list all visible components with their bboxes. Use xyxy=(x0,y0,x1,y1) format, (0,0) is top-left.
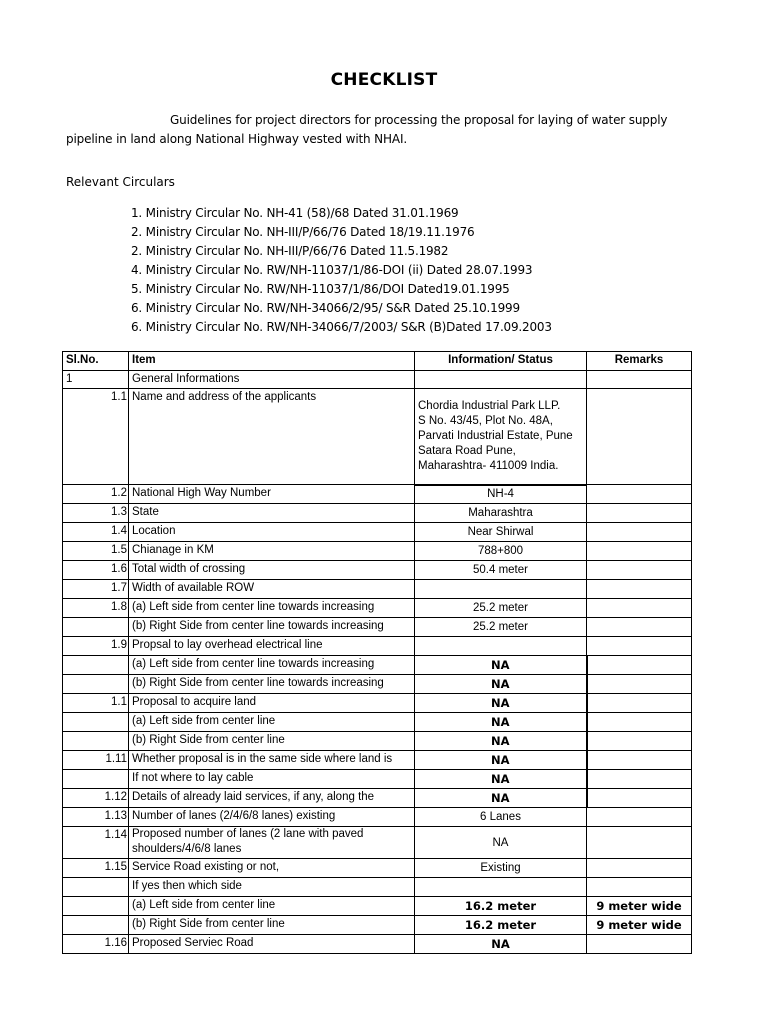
header-remarks: Remarks xyxy=(587,352,692,371)
row-item: (b) Right Side from center line xyxy=(129,916,415,935)
page-title: CHECKLIST xyxy=(330,70,438,90)
row-slno xyxy=(63,618,129,637)
row-item: Location xyxy=(129,523,415,542)
row-item: General Informations xyxy=(129,371,415,389)
circular-item: 2. Ministry Circular No. NH-III/P/66/76 Dated 11.5.1982 xyxy=(131,244,449,258)
row-item: Proposal to acquire land xyxy=(129,694,415,713)
row-item: Whether proposal is in the same side where land is xyxy=(129,751,415,770)
address-line: Chordia Industrial Park LLP. xyxy=(418,399,561,412)
circular-item: 4. Ministry Circular No. RW/NH-11037/1/86-DOI (ii) Dated 28.07.1993 xyxy=(131,263,533,277)
row-item: Chianage in KM xyxy=(129,542,415,561)
address-line: S No. 43/45, Plot No. 48A, xyxy=(418,414,553,427)
row-info: 50.4 meter xyxy=(415,561,587,580)
row-remarks xyxy=(587,389,692,485)
table-row xyxy=(63,827,692,859)
row-remarks xyxy=(587,599,692,618)
row-slno: 1.12 xyxy=(63,789,129,808)
table-header-row xyxy=(63,352,692,371)
table-row xyxy=(63,371,692,389)
row-info: NA xyxy=(415,656,587,675)
row-info: 25.2 meter xyxy=(415,599,587,618)
guidelines-line-1: Guidelines for project directors for processing the proposal for laying of water supply xyxy=(170,113,668,127)
row-item: (a) Left side from center line xyxy=(129,713,415,732)
table-row xyxy=(63,637,692,656)
row-remarks: 9 meter wide xyxy=(587,897,692,916)
row-slno: 1.2 xyxy=(63,485,129,504)
row-slno: 1.1 xyxy=(63,694,129,713)
table-row xyxy=(63,599,692,618)
row-item: (b) Right Side from center line towards increasing xyxy=(129,675,415,694)
row-slno: 1.13 xyxy=(63,808,129,827)
row-remarks xyxy=(587,770,692,789)
table-row xyxy=(63,694,692,713)
address-line: Satara Road Pune, xyxy=(418,444,516,457)
row-info: NA xyxy=(415,935,587,954)
table-row xyxy=(63,878,692,897)
row-remarks xyxy=(587,675,692,694)
circular-item: 6. Ministry Circular No. RW/NH-34066/7/2003/ S&R (B)Dated 17.09.2003 xyxy=(131,320,552,334)
row-item: Proposed number of lanes (2 lane with paved shoulders/4/6/8 lanes xyxy=(129,827,415,859)
circular-item: 2. Ministry Circular No. NH-III/P/66/76 Dated 18/19.11.1976 xyxy=(131,225,475,239)
table-row xyxy=(63,897,692,916)
row-item: (a) Left side from center line xyxy=(129,897,415,916)
row-slno: 1.14 xyxy=(63,827,129,859)
row-item: Proposed Serviec Road xyxy=(129,935,415,954)
checklist-table xyxy=(62,351,692,954)
row-slno: 1 xyxy=(63,371,129,389)
row-remarks xyxy=(587,371,692,389)
row-info xyxy=(415,371,587,389)
row-remarks xyxy=(587,935,692,954)
row-info: NA xyxy=(415,675,587,694)
header-item: Item xyxy=(129,352,415,371)
row-remarks xyxy=(587,713,692,732)
circular-item: 6. Ministry Circular No. RW/NH-34066/2/95/ S&R Dated 25.10.1999 xyxy=(131,301,520,315)
row-info: 25.2 meter xyxy=(415,618,587,637)
row-info: Maharashtra xyxy=(415,504,587,523)
row-info: 788+800 xyxy=(415,542,587,561)
row-slno: 1.6 xyxy=(63,561,129,580)
table-row xyxy=(63,751,692,770)
row-slno xyxy=(63,770,129,789)
table-row xyxy=(63,580,692,599)
row-remarks xyxy=(587,618,692,637)
row-slno xyxy=(63,656,129,675)
circular-item: 5. Ministry Circular No. RW/NH-11037/1/86/DOI Dated19.01.1995 xyxy=(131,282,510,296)
row-item: Number of lanes (2/4/6/8 lanes) existing xyxy=(129,808,415,827)
row-slno: 1.9 xyxy=(63,637,129,656)
row-slno: 1.11 xyxy=(63,751,129,770)
row-slno xyxy=(63,675,129,694)
row-slno: 1.4 xyxy=(63,523,129,542)
table-row xyxy=(63,504,692,523)
row-info: NA xyxy=(415,751,587,770)
row-remarks xyxy=(587,751,692,770)
row-item: National High Way Number xyxy=(129,485,415,504)
row-remarks xyxy=(587,561,692,580)
row-remarks xyxy=(587,808,692,827)
row-slno: 1.5 xyxy=(63,542,129,561)
row-remarks xyxy=(587,694,692,713)
row-item: Total width of crossing xyxy=(129,561,415,580)
row-slno: 1.1 xyxy=(63,389,129,485)
table-row xyxy=(63,561,692,580)
circulars-list xyxy=(131,204,552,337)
row-remarks xyxy=(587,859,692,878)
header-info-status: Information/ Status xyxy=(415,352,587,371)
row-slno: 1.3 xyxy=(63,504,129,523)
row-item: Name and address of the applicants xyxy=(129,389,415,485)
table-row xyxy=(63,656,692,675)
table-row xyxy=(63,789,692,808)
row-remarks xyxy=(587,827,692,859)
row-info: Existing xyxy=(415,859,587,878)
row-item: (a) Left side from center line towards increasing xyxy=(129,656,415,675)
row-item: If not where to lay cable xyxy=(129,770,415,789)
row-remarks xyxy=(587,732,692,751)
table-row xyxy=(63,542,692,561)
table-row xyxy=(63,485,692,504)
row-slno: 1.16 xyxy=(63,935,129,954)
table-row xyxy=(63,389,692,485)
row-remarks xyxy=(587,637,692,656)
row-remarks xyxy=(587,504,692,523)
row-item: (b) Right Side from center line towards increasing xyxy=(129,618,415,637)
row-info xyxy=(415,637,587,656)
row-remarks xyxy=(587,789,692,808)
row-remarks xyxy=(587,878,692,897)
table-row xyxy=(63,675,692,694)
row-info: NA xyxy=(415,827,587,859)
address-line: Parvati Industrial Estate, Pune xyxy=(418,429,573,442)
table-row xyxy=(63,916,692,935)
row-info: NA xyxy=(415,789,587,808)
table-row xyxy=(63,523,692,542)
row-remarks xyxy=(587,523,692,542)
row-remarks: 9 meter wide xyxy=(587,916,692,935)
row-info: NA xyxy=(415,694,587,713)
row-remarks xyxy=(587,485,692,504)
row-info: 6 Lanes xyxy=(415,808,587,827)
row-remarks xyxy=(587,656,692,675)
guidelines-line-2: pipeline in land along National Highway vested with NHAI. xyxy=(66,132,407,146)
applicant-address xyxy=(415,389,587,485)
row-info xyxy=(415,878,587,897)
row-slno xyxy=(63,878,129,897)
row-remarks xyxy=(587,580,692,599)
row-item: Propsal to lay overhead electrical line xyxy=(129,637,415,656)
header-slno: Sl.No. xyxy=(63,352,129,371)
row-info: NA xyxy=(415,713,587,732)
table-row xyxy=(63,713,692,732)
row-info: NH-4 xyxy=(415,485,587,504)
row-info: Near Shirwal xyxy=(415,523,587,542)
row-slno xyxy=(63,916,129,935)
row-item: State xyxy=(129,504,415,523)
row-item: (a) Left side from center line towards increasing xyxy=(129,599,415,618)
table-row xyxy=(63,618,692,637)
row-item: Service Road existing or not, xyxy=(129,859,415,878)
row-item: If yes then which side xyxy=(129,878,415,897)
row-slno: 1.8 xyxy=(63,599,129,618)
row-item: Details of already laid services, if any, along the xyxy=(129,789,415,808)
table-row xyxy=(63,935,692,954)
table-row xyxy=(63,732,692,751)
table-row xyxy=(63,808,692,827)
row-info: 16.2 meter xyxy=(415,897,587,916)
circulars-heading: Relevant Circulars xyxy=(66,175,175,189)
address-line: Maharashtra- 411009 India. xyxy=(418,459,559,472)
table-row xyxy=(63,859,692,878)
row-remarks xyxy=(587,542,692,561)
row-info xyxy=(415,580,587,599)
row-item: Width of available ROW xyxy=(129,580,415,599)
table-row xyxy=(63,770,692,789)
circular-item: 1. Ministry Circular No. NH-41 (58)/68 Dated 31.01.1969 xyxy=(131,206,459,220)
row-slno: 1.15 xyxy=(63,859,129,878)
row-slno xyxy=(63,713,129,732)
row-info: NA xyxy=(415,732,587,751)
row-item: (b) Right Side from center line xyxy=(129,732,415,751)
row-slno xyxy=(63,732,129,751)
row-info: NA xyxy=(415,770,587,789)
row-slno xyxy=(63,897,129,916)
row-slno: 1.7 xyxy=(63,580,129,599)
row-info: 16.2 meter xyxy=(415,916,587,935)
